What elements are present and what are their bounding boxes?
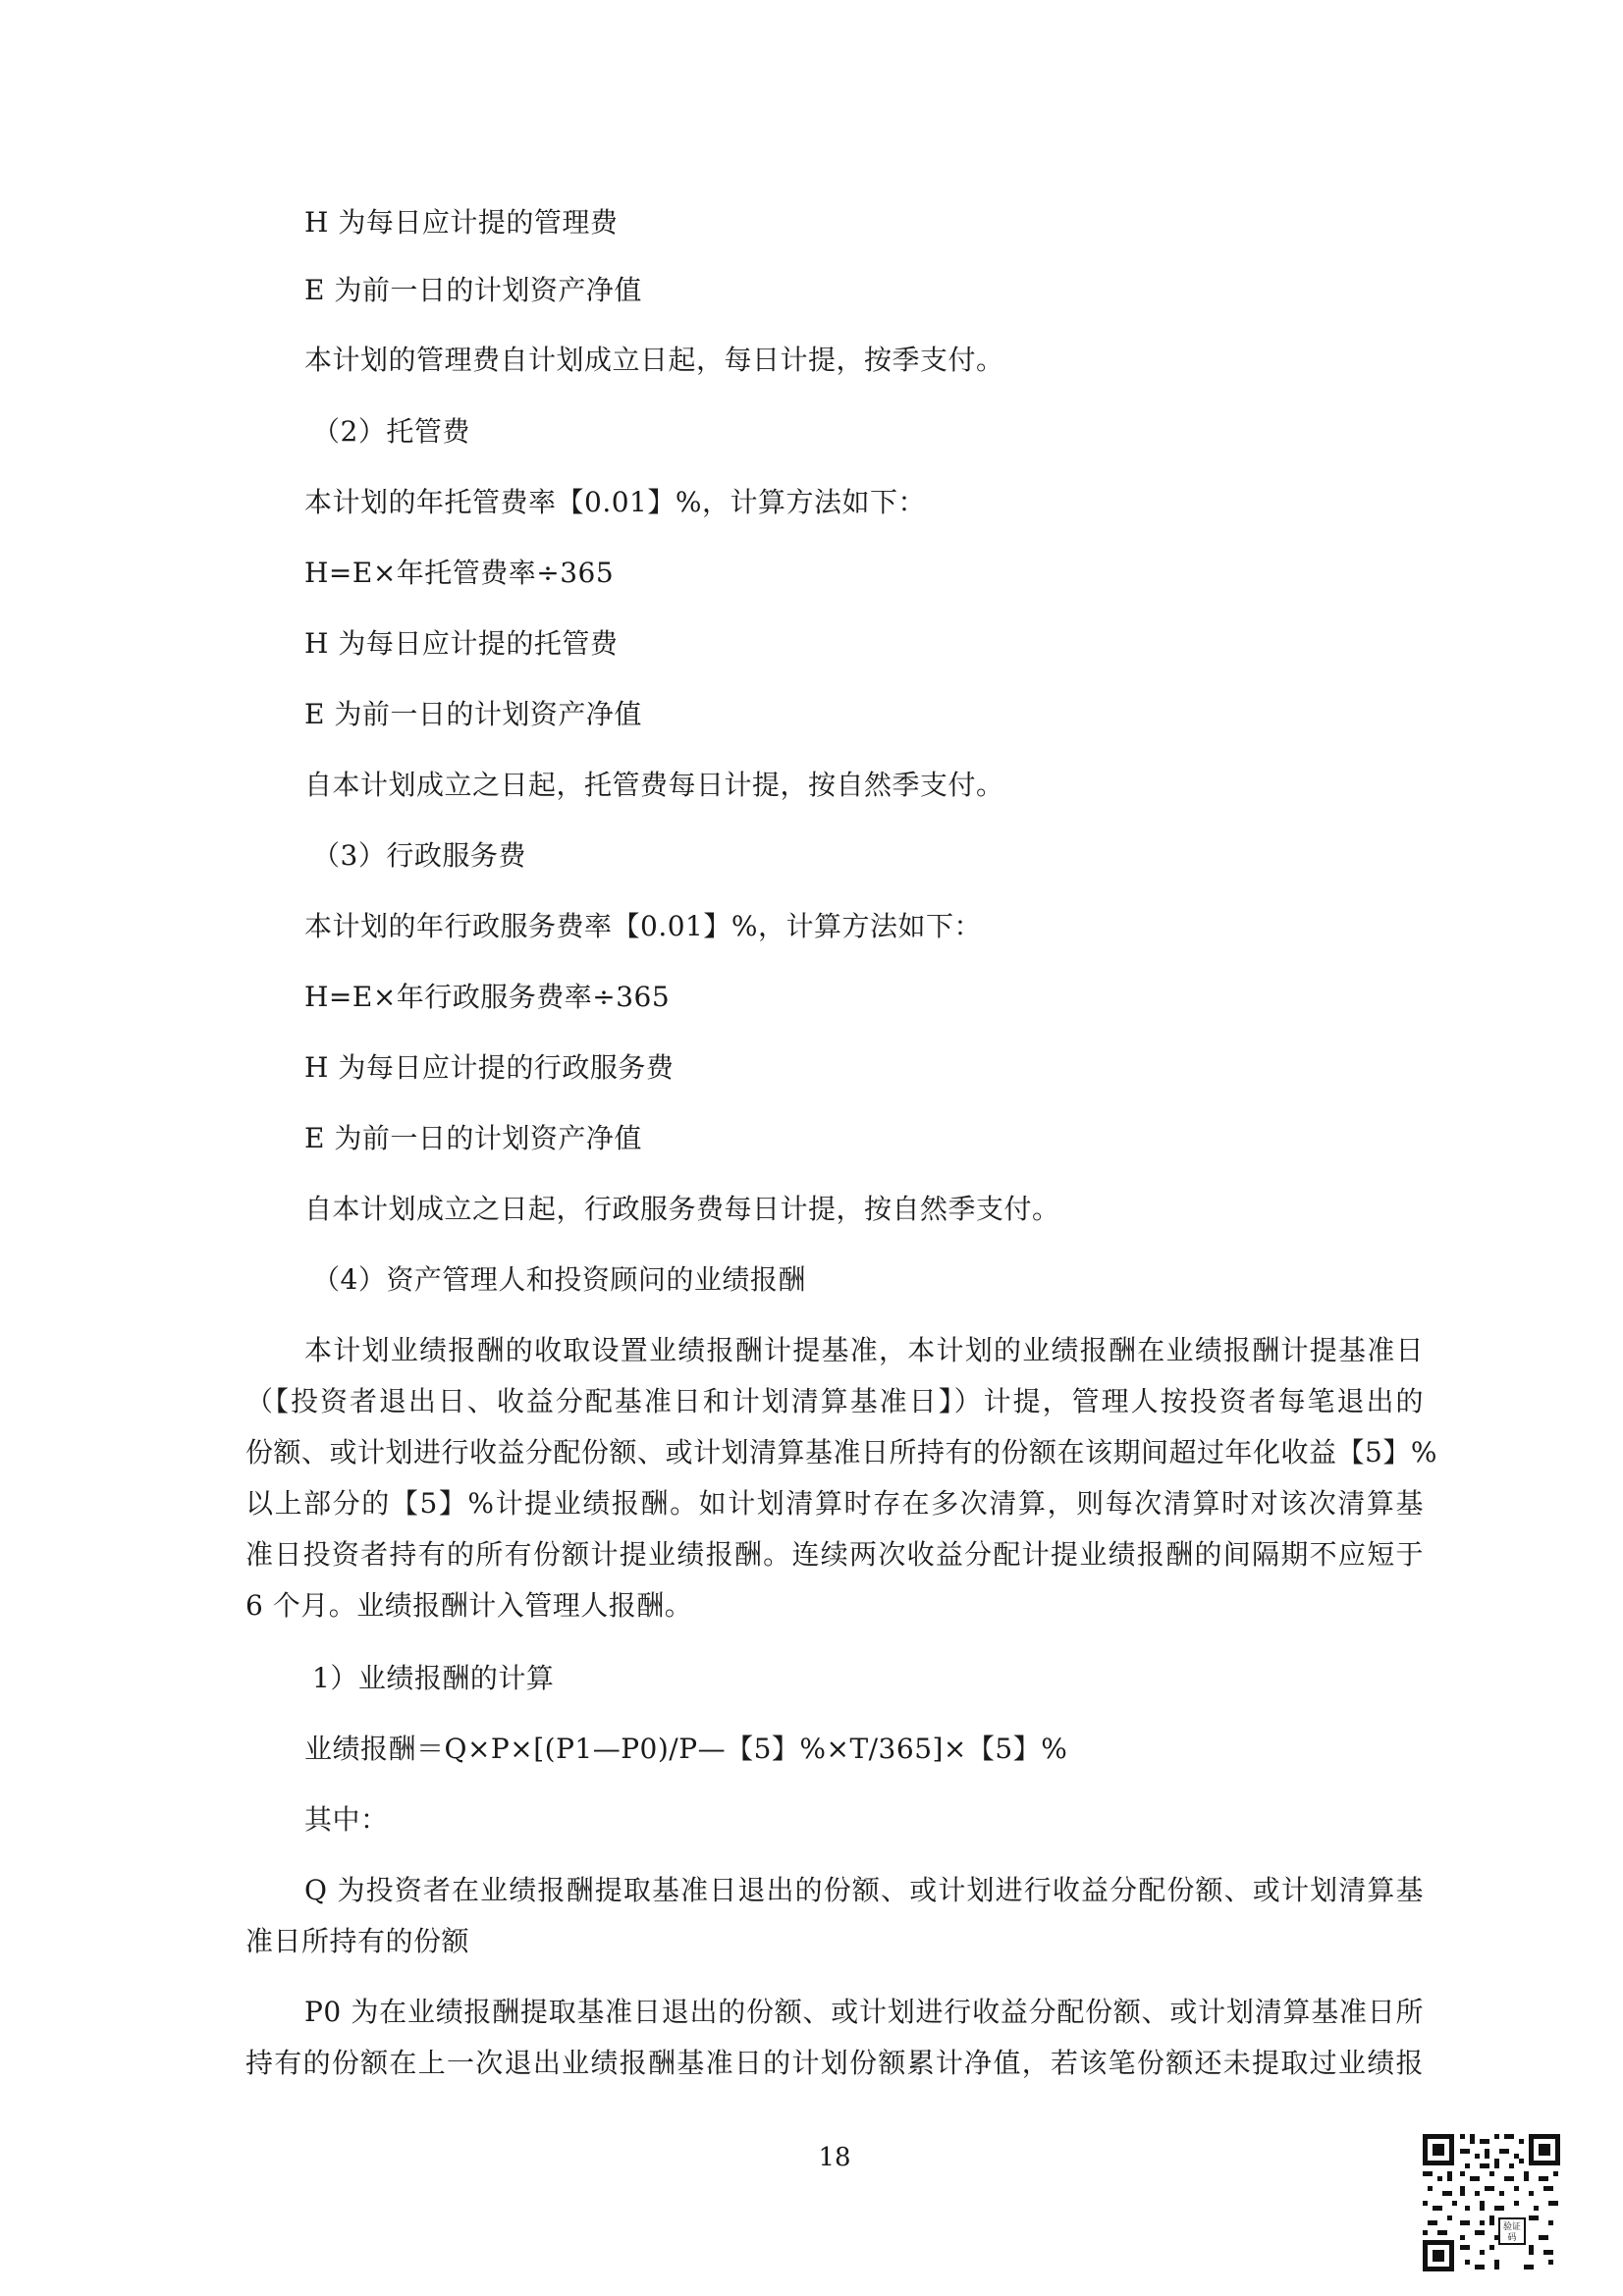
text-line-custody-fee-payment: 自本计划成立之日起，托管费每日计提，按自然季支付。 xyxy=(304,769,1004,801)
formula-custody-fee: H=E×年托管费率÷365 xyxy=(304,557,615,589)
paragraph-line: 持有的份额在上一次退出业绩报酬基准日的计划份额累计净值，若该笔份额还未提取过业绩报 xyxy=(245,2047,1424,2079)
text-line-admin-fee-h: H 为每日应计提的行政服务费 xyxy=(304,1051,675,1084)
sub-heading-performance-fee-calculation: 1）业绩报酬的计算 xyxy=(312,1662,555,1694)
paragraph-line: 以上部分的【5】%计提业绩报酬。如计划清算时存在多次清算，则每次清算时对该次清算基 xyxy=(245,1487,1424,1520)
text-line-admin-fee-e: E 为前一日的计划资产净值 xyxy=(304,1122,642,1154)
svg-text:码: 码 xyxy=(1507,2233,1517,2243)
formula-admin-fee: H=E×年行政服务费率÷365 xyxy=(304,981,671,1013)
svg-text:验证: 验证 xyxy=(1502,2222,1522,2232)
formula-performance-fee: 业绩报酬＝Q×P×[(P1—P0)/P—【5】%×T/365]×【5】% xyxy=(304,1733,1068,1765)
section-heading-performance-fee: （4）资产管理人和投资顾问的业绩报酬 xyxy=(312,1263,806,1296)
paragraph-line: 6 个月。业绩报酬计入管理人报酬。 xyxy=(245,1589,693,1622)
text-line-admin-fee-payment: 自本计划成立之日起，行政服务费每日计提，按自然季支付。 xyxy=(304,1193,1060,1225)
paragraph-line: （【投资者退出日、收益分配基准日和计划清算基准日】）计提，管理人按投资者每笔退出的 xyxy=(245,1385,1424,1417)
text-line-management-fee-payment: 本计划的管理费自计划成立日起，每日计提，按季支付。 xyxy=(304,344,1004,376)
page-number: 18 xyxy=(818,2143,851,2172)
section-heading-admin-fee: （3）行政服务费 xyxy=(312,839,526,872)
paragraph-line: P0 为在业绩报酬提取基准日退出的份额、或计划进行收益分配份额、或计划清算基准日所 xyxy=(304,1996,1424,2028)
paragraph-line: 份额、或计划进行收益分配份额、或计划清算基准日所持有的份额在该期间超过年化收益【5】% xyxy=(245,1436,1437,1468)
section-heading-custody-fee: （2）托管费 xyxy=(312,415,470,448)
text-line-admin-fee-rate: 本计划的年行政服务费率【0.01】%，计算方法如下： xyxy=(304,910,982,942)
text-line-custody-fee-rate: 本计划的年托管费率【0.01】%，计算方法如下： xyxy=(304,486,926,518)
paragraph-line: 准日所持有的份额 xyxy=(245,1925,470,1957)
text-line-management-fee-h: H 为每日应计提的管理费 xyxy=(304,206,619,239)
text-line-management-fee-e: E 为前一日的计划资产净值 xyxy=(304,274,642,306)
text-line-custody-fee-e: E 为前一日的计划资产净值 xyxy=(304,698,642,730)
text-line-custody-fee-h: H 为每日应计提的托管费 xyxy=(304,627,619,660)
paragraph-line: 准日投资者持有的所有份额计提业绩报酬。连续两次收益分配计提业绩报酬的间隔期不应短于 xyxy=(245,1538,1424,1571)
text-line-where: 其中： xyxy=(304,1803,389,1836)
qr-code-icon xyxy=(1419,2130,1564,2275)
paragraph-line: Q 为投资者在业绩报酬提取基准日退出的份额、或计划进行收益分配份额、或计划清算基 xyxy=(304,1874,1424,1906)
paragraph-line: 本计划业绩报酬的收取设置业绩报酬计提基准，本计划的业绩报酬在业绩报酬计提基准日 xyxy=(304,1334,1424,1366)
